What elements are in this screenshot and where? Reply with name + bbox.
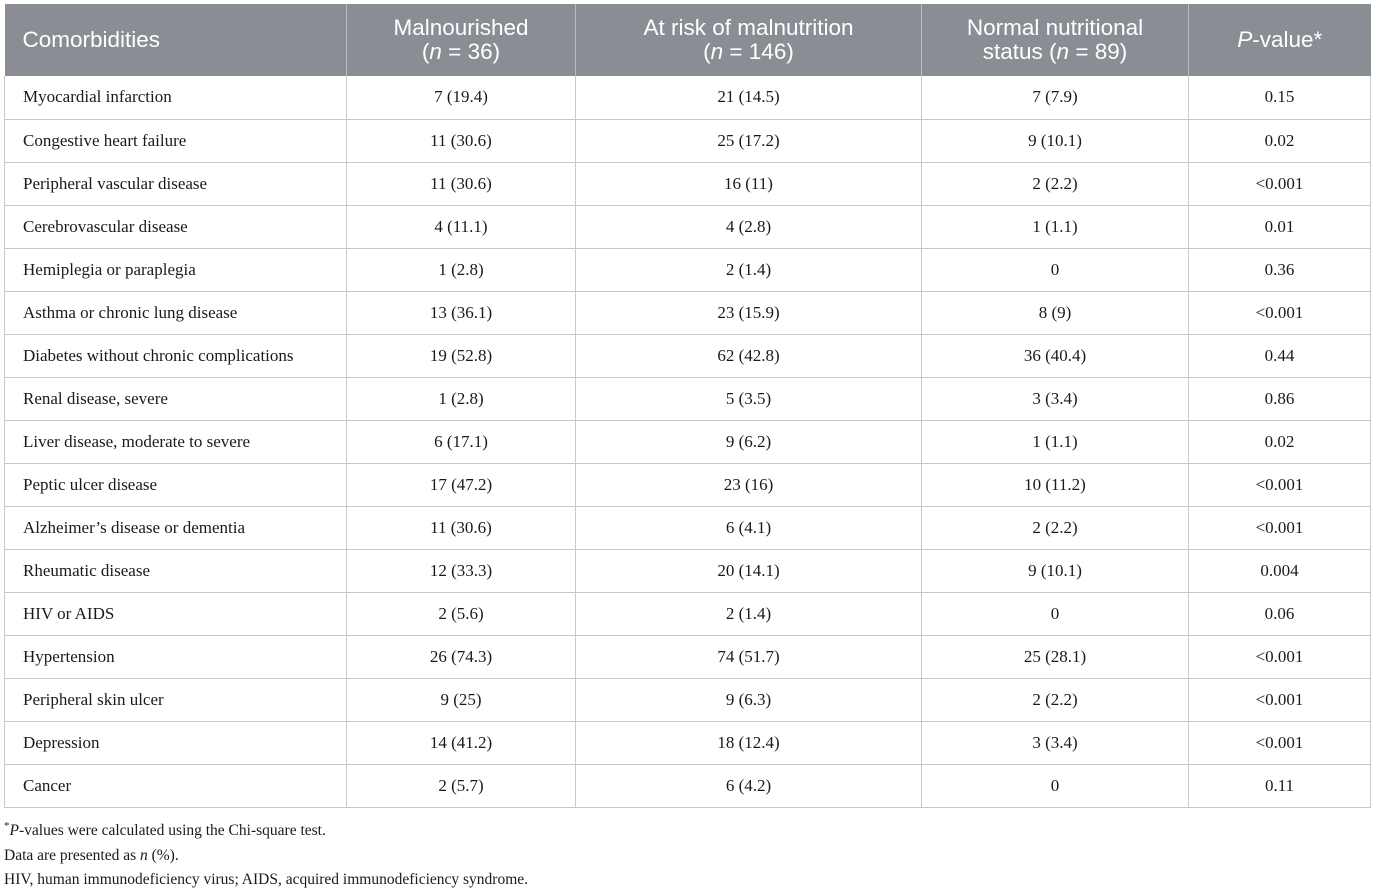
p-value-cell: 0.004	[1189, 549, 1371, 592]
comorbidity-cell: Liver disease, moderate to severe	[5, 420, 347, 463]
table-row	[5, 721, 1371, 764]
comorbidity-cell: Myocardial infarction	[5, 76, 347, 119]
p-value-cell: 0.06	[1189, 592, 1371, 635]
malnourished-cell: 12 (33.3)	[347, 549, 576, 592]
p-value-cell: <0.001	[1189, 635, 1371, 678]
table-row	[5, 334, 1371, 377]
header-malnourished-post: = 36)	[441, 39, 501, 64]
normal-status-cell: 1 (1.1)	[922, 420, 1189, 463]
comorbidity-cell: Cerebrovascular disease	[5, 205, 347, 248]
normal-status-cell: 9 (10.1)	[922, 549, 1189, 592]
at-risk-cell: 9 (6.3)	[576, 678, 922, 721]
header-malnourished-pre: (	[421, 39, 430, 64]
p-value-cell: 0.44	[1189, 334, 1371, 377]
malnourished-cell: 19 (52.8)	[347, 334, 576, 377]
header-comorbidities	[5, 4, 347, 76]
malnourished-cell: 11 (30.6)	[347, 119, 576, 162]
at-risk-cell: 6 (4.2)	[576, 764, 922, 807]
normal-status-cell: 3 (3.4)	[922, 377, 1189, 420]
p-value-cell: 0.36	[1189, 248, 1371, 291]
normal-status-cell: 0	[922, 248, 1189, 291]
footnote-data-pre: Data are presented as	[4, 846, 140, 864]
p-value-cell: <0.001	[1189, 721, 1371, 764]
table-row	[5, 635, 1371, 678]
comorbidity-cell: Congestive heart failure	[5, 119, 347, 162]
p-value-cell: <0.001	[1189, 162, 1371, 205]
normal-status-cell: 9 (10.1)	[922, 119, 1189, 162]
header-row	[5, 4, 1371, 76]
at-risk-cell: 2 (1.4)	[576, 248, 922, 291]
footnote-p-italic: P	[9, 822, 19, 840]
table-row	[5, 76, 1371, 119]
at-risk-cell: 2 (1.4)	[576, 592, 922, 635]
header-normal-post: = 89)	[1069, 39, 1128, 64]
malnourished-cell: 4 (11.1)	[347, 205, 576, 248]
malnourished-cell: 1 (2.8)	[347, 248, 576, 291]
normal-status-cell: 7 (7.9)	[922, 76, 1189, 119]
p-value-cell: <0.001	[1189, 506, 1371, 549]
malnourished-cell: 13 (36.1)	[347, 291, 576, 334]
header-normal-status	[922, 4, 1189, 76]
at-risk-cell: 25 (17.2)	[576, 119, 922, 162]
header-at-risk-line2	[590, 40, 907, 64]
header-p-italic: P	[1237, 27, 1253, 52]
header-normal-line1: Normal nutritional	[966, 15, 1144, 40]
table-row	[5, 420, 1371, 463]
header-normal-n: n	[1056, 39, 1070, 64]
comorbidities-table	[4, 4, 1371, 808]
comorbidity-cell: HIV or AIDS	[5, 592, 347, 635]
comorbidity-cell: Peripheral vascular disease	[5, 162, 347, 205]
table-body	[5, 76, 1371, 807]
p-value-cell: <0.001	[1189, 678, 1371, 721]
normal-status-cell: 10 (11.2)	[922, 463, 1189, 506]
comorbidity-cell: Cancer	[5, 764, 347, 807]
at-risk-cell: 18 (12.4)	[576, 721, 922, 764]
header-at-risk	[576, 4, 922, 76]
table-row	[5, 119, 1371, 162]
at-risk-cell: 4 (2.8)	[576, 205, 922, 248]
normal-status-cell: 8 (9)	[922, 291, 1189, 334]
normal-status-cell: 2 (2.2)	[922, 506, 1189, 549]
comorbidity-cell: Hypertension	[5, 635, 347, 678]
normal-status-cell: 36 (40.4)	[922, 334, 1189, 377]
malnourished-cell: 11 (30.6)	[347, 506, 576, 549]
header-at-risk-line1: At risk of malnutrition	[643, 15, 854, 40]
header-comorbidities-label: Comorbidities	[22, 27, 161, 52]
table-row	[5, 377, 1371, 420]
comorbidity-cell: Asthma or chronic lung disease	[5, 291, 347, 334]
comorbidity-cell: Renal disease, severe	[5, 377, 347, 420]
at-risk-cell: 20 (14.1)	[576, 549, 922, 592]
header-at-risk-n: n	[710, 39, 724, 64]
comorbidity-cell: Diabetes without chronic complications	[5, 334, 347, 377]
at-risk-cell: 9 (6.2)	[576, 420, 922, 463]
table-row	[5, 248, 1371, 291]
table-row	[5, 592, 1371, 635]
p-value-cell: 0.02	[1189, 420, 1371, 463]
header-normal-line2	[936, 40, 1174, 64]
normal-status-cell: 0	[922, 592, 1189, 635]
header-malnourished-line1: Malnourished	[393, 15, 529, 40]
comorbidity-cell: Alzheimer’s disease or dementia	[5, 506, 347, 549]
footnote-star: *	[4, 820, 10, 832]
malnourished-cell: 2 (5.6)	[347, 592, 576, 635]
header-at-risk-post: = 146)	[723, 39, 794, 64]
p-value-cell: 0.11	[1189, 764, 1371, 807]
comorbidity-cell: Hemiplegia or paraplegia	[5, 248, 347, 291]
at-risk-cell: 62 (42.8)	[576, 334, 922, 377]
header-at-risk-pre: (	[703, 39, 711, 64]
malnourished-cell: 1 (2.8)	[347, 377, 576, 420]
table-row	[5, 764, 1371, 807]
header-malnourished-n: n	[429, 39, 442, 64]
comorbidity-cell: Rheumatic disease	[5, 549, 347, 592]
p-value-cell: <0.001	[1189, 291, 1371, 334]
at-risk-cell: 23 (15.9)	[576, 291, 922, 334]
malnourished-cell: 17 (47.2)	[347, 463, 576, 506]
malnourished-cell: 26 (74.3)	[347, 635, 576, 678]
malnourished-cell: 7 (19.4)	[347, 76, 576, 119]
malnourished-cell: 2 (5.7)	[347, 764, 576, 807]
malnourished-cell: 6 (17.1)	[347, 420, 576, 463]
footnote-data-post: (%).	[147, 846, 179, 864]
at-risk-cell: 16 (11)	[576, 162, 922, 205]
comorbidity-cell: Peptic ulcer disease	[5, 463, 347, 506]
normal-status-cell: 25 (28.1)	[922, 635, 1189, 678]
table-row	[5, 549, 1371, 592]
p-value-cell: 0.86	[1189, 377, 1371, 420]
header-malnourished	[347, 4, 576, 76]
at-risk-cell: 5 (3.5)	[576, 377, 922, 420]
comorbidity-cell: Peripheral skin ulcer	[5, 678, 347, 721]
p-value-cell: 0.15	[1189, 76, 1371, 119]
at-risk-cell: 23 (16)	[576, 463, 922, 506]
table-footnotes	[4, 814, 528, 893]
comorbidity-cell: Depression	[5, 721, 347, 764]
normal-status-cell: 0	[922, 764, 1189, 807]
table-row	[5, 205, 1371, 248]
header-malnourished-line2	[361, 40, 561, 64]
malnourished-cell: 11 (30.6)	[347, 162, 576, 205]
normal-status-cell: 2 (2.2)	[922, 162, 1189, 205]
p-value-cell: <0.001	[1189, 463, 1371, 506]
malnourished-cell: 9 (25)	[347, 678, 576, 721]
at-risk-cell: 74 (51.7)	[576, 635, 922, 678]
table-header	[5, 4, 1371, 76]
at-risk-cell: 6 (4.1)	[576, 506, 922, 549]
footnote-chi-square-text: -values were calculated using the Chi-square test.	[18, 822, 326, 840]
table-row	[5, 162, 1371, 205]
footnote-data-n: n	[139, 846, 148, 864]
table-row	[5, 291, 1371, 334]
table-row	[5, 463, 1371, 506]
at-risk-cell: 21 (14.5)	[576, 76, 922, 119]
table-row	[5, 678, 1371, 721]
header-p-rest: -value*	[1252, 27, 1323, 52]
footnote-chi-square	[4, 814, 528, 844]
p-value-cell: 0.01	[1189, 205, 1371, 248]
normal-status-cell: 1 (1.1)	[922, 205, 1189, 248]
p-value-cell: 0.02	[1189, 119, 1371, 162]
table-row	[5, 506, 1371, 549]
header-p-value	[1189, 4, 1371, 76]
comorbidities-table-container	[4, 4, 1370, 808]
malnourished-cell: 14 (41.2)	[347, 721, 576, 764]
normal-status-cell: 3 (3.4)	[922, 721, 1189, 764]
footnote-data-format	[4, 844, 528, 869]
normal-status-cell: 2 (2.2)	[922, 678, 1189, 721]
header-normal-pre: status (	[982, 39, 1057, 64]
footnote-abbreviations: HIV, human immunodeficiency virus; AIDS, acquired immunodeficiency syndrome.	[4, 871, 529, 889]
